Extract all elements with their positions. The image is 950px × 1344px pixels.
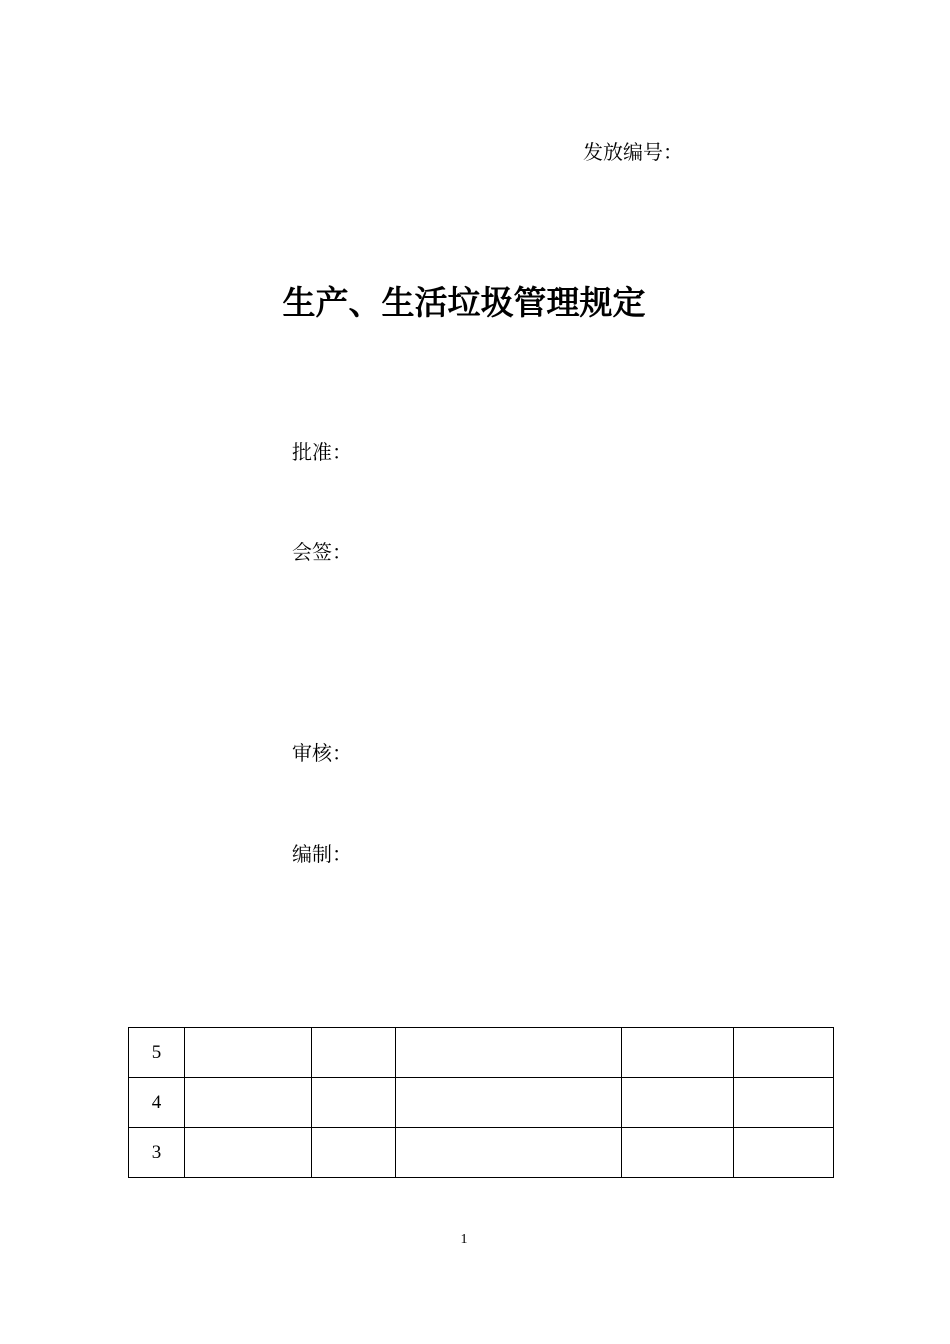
issue-number-label: 发放编号： bbox=[583, 140, 683, 164]
review-label: 审核： bbox=[292, 741, 352, 765]
table-cell bbox=[622, 1078, 734, 1128]
table-cell bbox=[312, 1078, 396, 1128]
table-cell bbox=[734, 1028, 834, 1078]
countersign-label: 会签： bbox=[292, 540, 352, 564]
revision-number-cell: 4 bbox=[129, 1078, 185, 1128]
revision-number-cell: 3 bbox=[129, 1128, 185, 1178]
table-cell bbox=[312, 1128, 396, 1178]
document-title: 生产、生活垃圾管理规定 bbox=[282, 283, 646, 322]
table-cell bbox=[734, 1078, 834, 1128]
table-cell bbox=[396, 1128, 622, 1178]
table-cell bbox=[622, 1028, 734, 1078]
table-row bbox=[129, 1078, 834, 1128]
table-cell bbox=[396, 1028, 622, 1078]
table-cell bbox=[185, 1028, 312, 1078]
table-cell bbox=[396, 1078, 622, 1128]
table-row bbox=[129, 1128, 834, 1178]
revision-number-cell: 5 bbox=[129, 1028, 185, 1078]
approve-label: 批准： bbox=[292, 440, 352, 464]
table-cell bbox=[185, 1128, 312, 1178]
table-cell bbox=[622, 1128, 734, 1178]
table-cell bbox=[312, 1028, 396, 1078]
prepare-label: 编制： bbox=[292, 842, 352, 866]
revision-table bbox=[128, 1027, 834, 1178]
table-cell bbox=[734, 1128, 834, 1178]
page-number: 1 bbox=[460, 1232, 468, 1247]
table-cell bbox=[185, 1078, 312, 1128]
table-row bbox=[129, 1028, 834, 1078]
